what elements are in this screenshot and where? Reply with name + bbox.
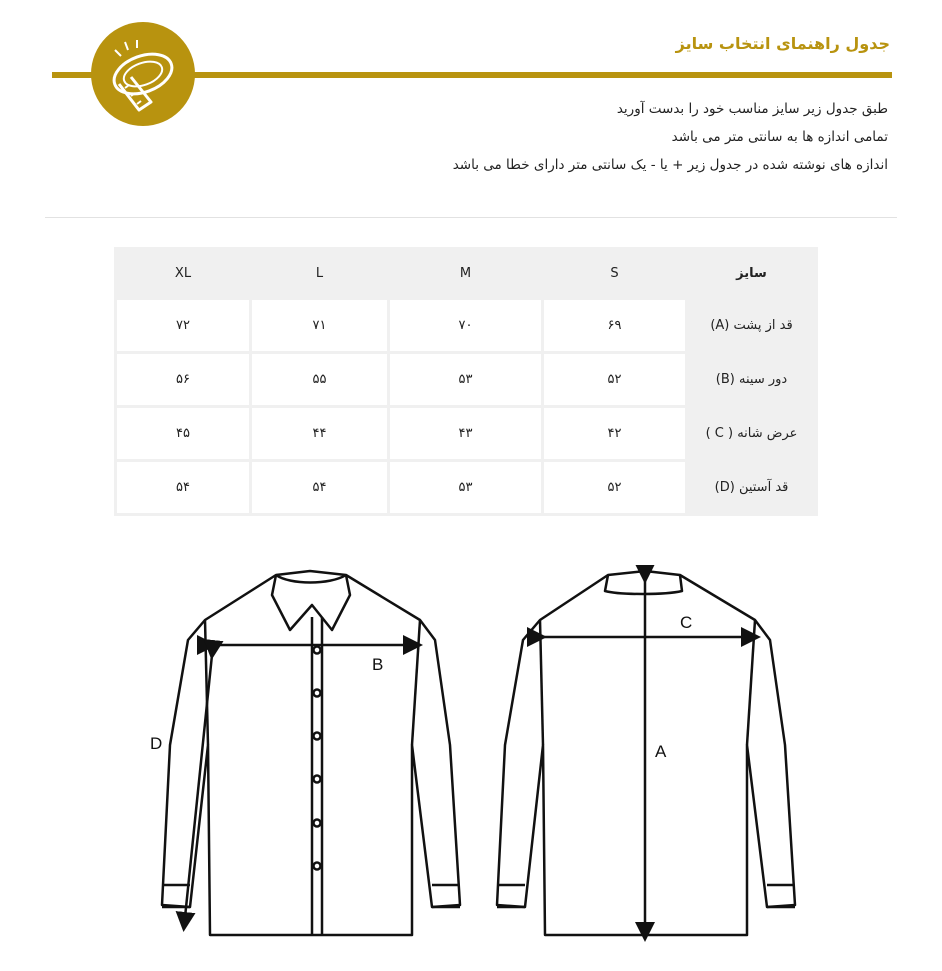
table-cell: ۴۲ (544, 408, 685, 459)
table-row (117, 462, 815, 513)
size-column-s: S (544, 250, 685, 297)
table-cell: ۷۲ (117, 300, 249, 351)
intro-line: اندازه های نوشته شده در جدول زیر + یا - یک سانتی متر دارای خطا می باشد (452, 157, 888, 173)
table-cell: ۷۰ (390, 300, 541, 351)
size-table (114, 247, 818, 516)
measuring-tape-icon (91, 22, 195, 126)
size-column-xl: XL (117, 250, 249, 297)
table-row (117, 300, 815, 351)
front-shirt (162, 571, 460, 935)
intro-text (453, 95, 888, 179)
intro-line: طبق جدول زیر سایز مناسب خود را بدست آورید (616, 101, 888, 117)
size-column-l: L (252, 250, 387, 297)
table-cell: ۴۴ (252, 408, 387, 459)
table-cell: ۵۲ (544, 462, 685, 513)
row-label: عرض شانه ( C ) (688, 408, 815, 459)
table-cell: ۵۳ (390, 354, 541, 405)
table-row (117, 408, 815, 459)
label-d: D (150, 734, 163, 753)
table-cell: ۵۳ (390, 462, 541, 513)
table-row (117, 354, 815, 405)
table-cell: ۵۶ (117, 354, 249, 405)
measuring-tape-badge (91, 22, 195, 126)
table-cell: ۴۵ (117, 408, 249, 459)
row-label: قد آستین (D) (688, 462, 815, 513)
row-label: قد از پشت (A) (688, 300, 815, 351)
row-label: دور سینه (B) (688, 354, 815, 405)
page-title: جدول راهنمای انتخاب سایز (675, 34, 890, 53)
shirt-measurement-diagram (150, 565, 810, 955)
table-cell: ۵۲ (544, 354, 685, 405)
size-header-cell: سایز (688, 250, 815, 297)
table-header-row (117, 250, 815, 297)
table-cell: ۷۱ (252, 300, 387, 351)
label-c: C (680, 613, 693, 632)
table-cell: ۶۹ (544, 300, 685, 351)
size-column-m: M (390, 250, 541, 297)
intro-line: تمامی اندازه ها به سانتی متر می باشد (671, 129, 888, 145)
table-cell: ۵۵ (252, 354, 387, 405)
table-cell: ۴۳ (390, 408, 541, 459)
table-cell: ۵۴ (117, 462, 249, 513)
label-b: B (372, 655, 384, 674)
label-a: A (655, 742, 667, 761)
table-cell: ۵۴ (252, 462, 387, 513)
section-divider (45, 217, 897, 218)
